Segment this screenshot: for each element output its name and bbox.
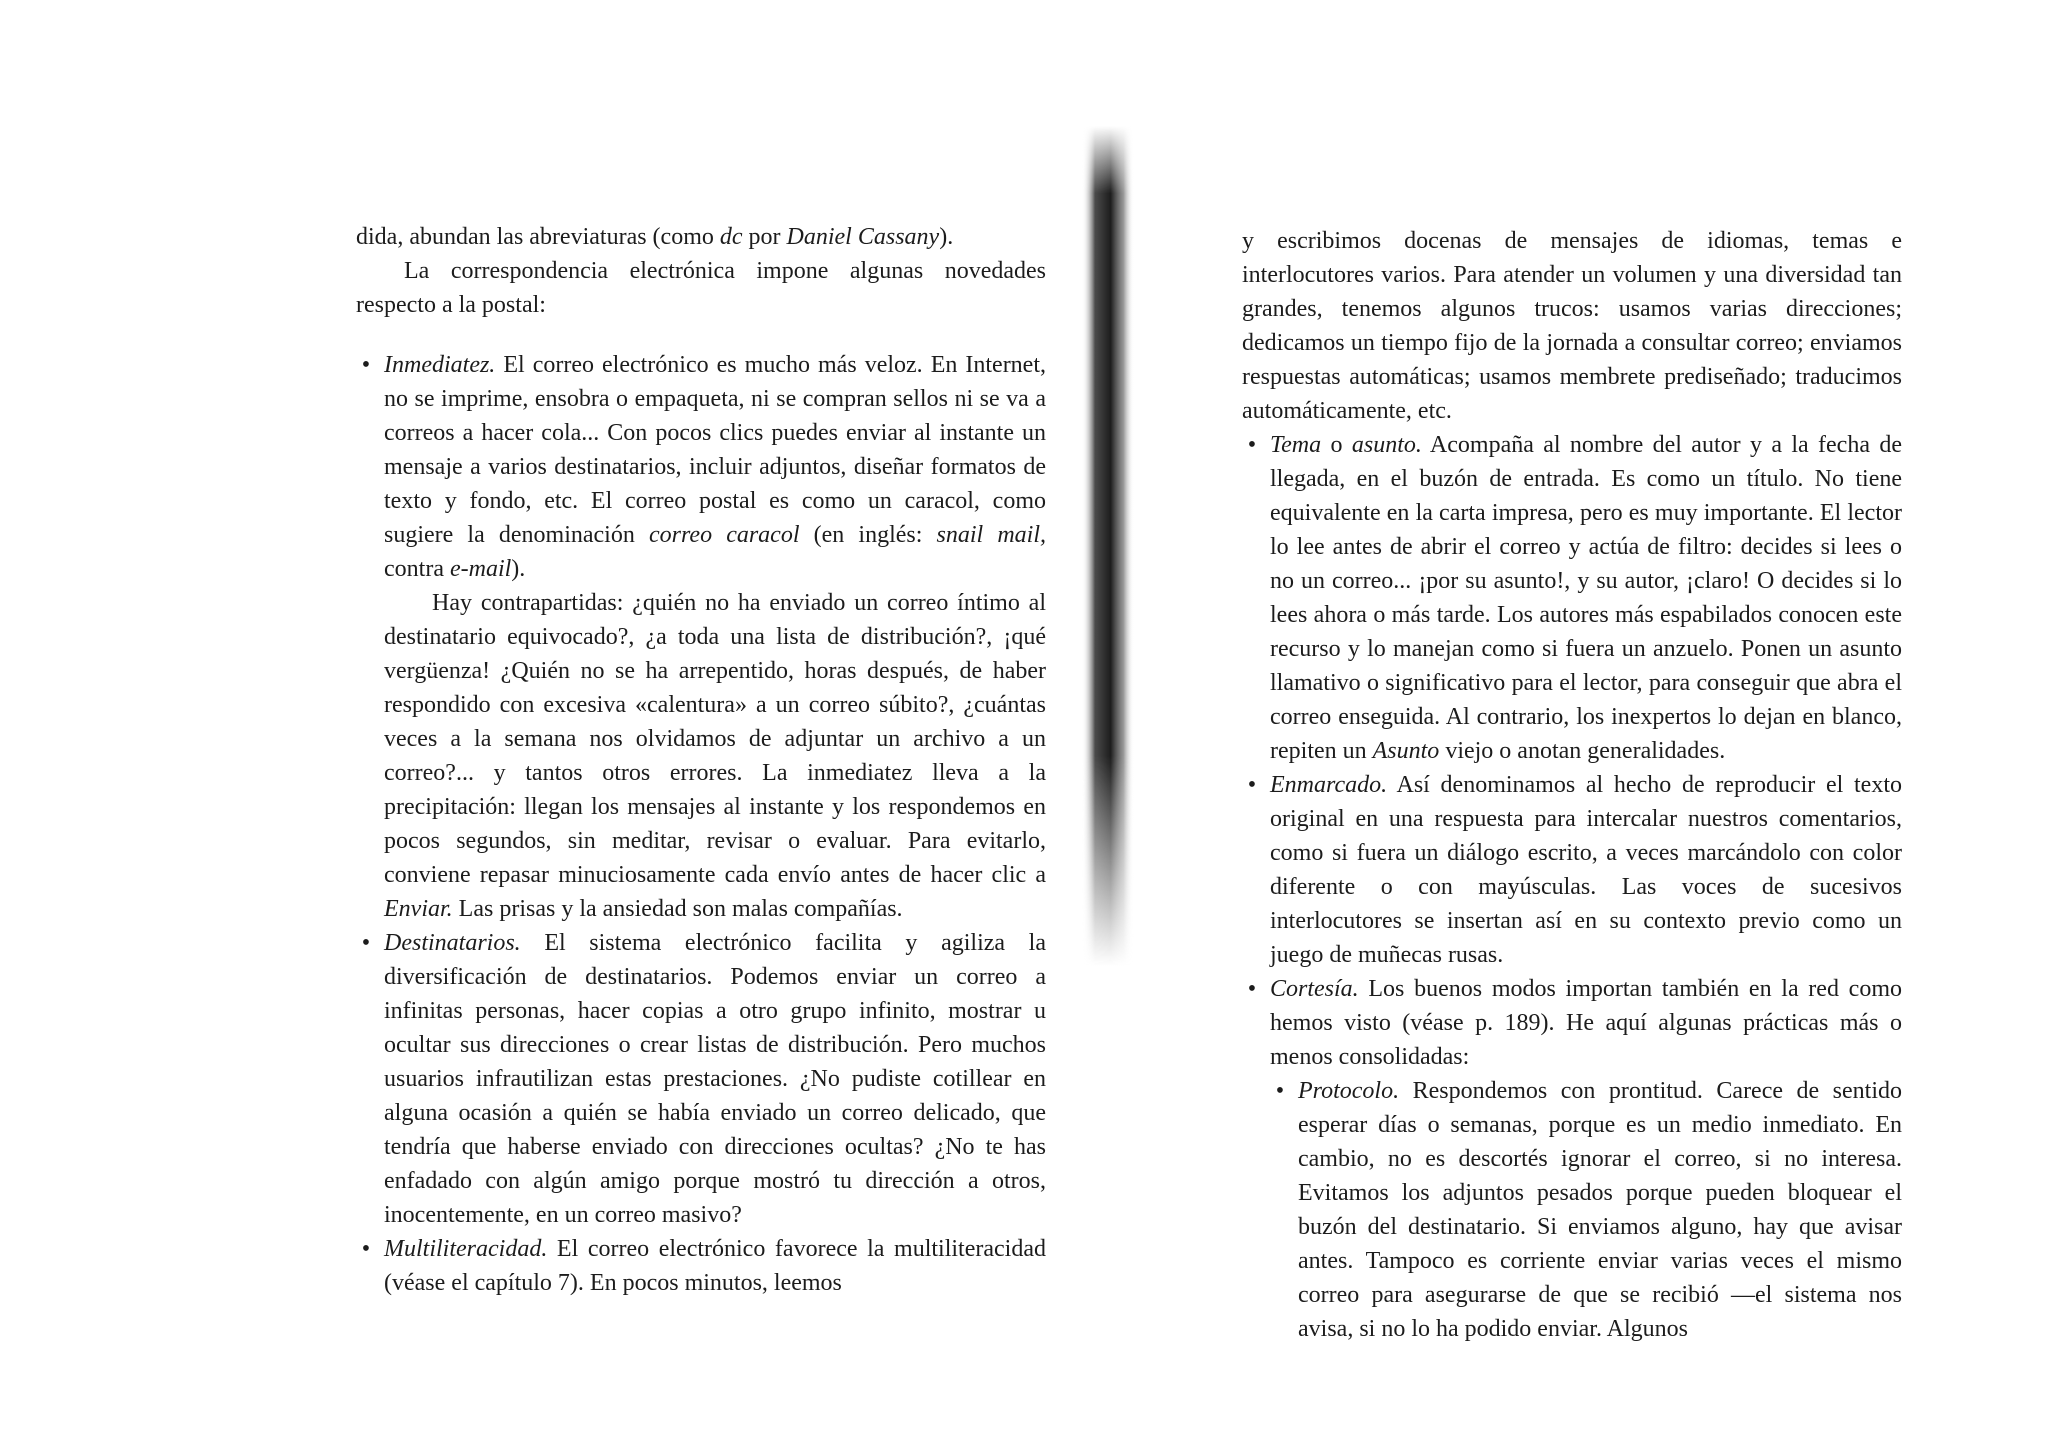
list-item-courtesy: • Cortesía. Los buenos modos importan también en la red como hemos visto (véase p. 189). He aquí algunas prácticas más o menos consolidadas: • Protocolo. Respondemos con prontitud. Carece de sentido esperar días o semanas, porque es un medio inmediato. En cambio, no es descortés ignorar el correo, si no interesa. Evitamos los adjuntos pesados porque pueden bloquear el buzón del destinatario. Si enviamos alguno, hay que avisar antes. Tampoco es corriente enviar varias veces el mismo correo para asegurarse de que se recibió —el sistema nos avisa, si no lo ha podido enviar. Algunos — [1242, 972, 1902, 1346]
bullet-icon: • — [1275, 1078, 1285, 1104]
list-item-multiliteracy: • Multiliteracidad. El correo electrónico favorece la multiliteracidad (véase el capítulo 7). En pocos minutos, leemos — [356, 1232, 1046, 1300]
sub-list — [1270, 1074, 1902, 1346]
paragraph-continuation: dida, abundan las abreviaturas (como dc por Daniel Cassany). — [356, 224, 954, 250]
list-item-recipients: • Destinatarios. El sistema electrónico facilita y agiliza la diversificación de destinatarios. Podemos enviar un correo a infinitas personas, hacer copias a otro grupo infinito, mostrar u ocultar sus direcciones o crear listas de distribución. Pero muchos usuarios infrautilizan estas prestaciones. ¿No pudiste cotillear en alguna ocasión a quién se había enviado un correo delicado, que tendría que haberse enviado con direcciones ocultas? ¿No te has enfadado con algún amigo porque mostró tu dirección a otros, inocentemente, en un correo masivo? — [356, 926, 1046, 1232]
bullet-icon: • — [361, 1236, 371, 1262]
bullet-icon: • — [361, 352, 371, 378]
bullet-icon: • — [1247, 432, 1257, 458]
list-item-immediacy: • Inmediatez. El correo electrónico es mucho más veloz. En Internet, no se imprime, ensobra o empaqueta, ni se compran sellos ni se va a correos a hacer cola... Con pocos clics puedes enviar al instante un mensaje a varios destinatarios, incluir adjuntos, diseñar formatos de texto y fondo, etc. El correo postal es como un caracol, como sugiere la denominación correo caracol (en inglés: snail mail, contra e-mail). Hay contrapartidas: ¿quién no ha enviado un correo íntimo al destinatario equivocado?, ¿a toda una lista de distribución?, ¡qué vergüenza! ¿Quién no se ha arrepentido, horas después, de haber respondido con excesiva «calentura» a un correo súbito?, ¿cuántas veces a la semana nos olvidamos de adjuntar un archivo a un correo?... y tantos otros errores. La inmediatez lleva a la precipitación: llegan los mensajes al instante y los respondemos en pocos segundos, sin meditar, revisar o evaluar. Para evitarlo, conviene repasar minuciosamente cada envío antes de hacer clic a Enviar. Las prisas y la ansiedad son malas compañías. — [356, 348, 1046, 926]
sub-list-item-protocol: • Protocolo. Respondemos con prontitud. Carece de sentido esperar días o semanas, porque es un medio inmediato. En cambio, no es descortés ignorar el correo, si no interesa. Evitamos los adjuntos pesados porque pueden bloquear el buzón del destinatario. Si enviamos alguno, hay que avisar antes. Tampoco es corriente enviar varias veces el mismo correo para asegurarse de que se recibió —el sistema nos avisa, si no lo ha podido enviar. Algunos — [1270, 1074, 1902, 1346]
feature-list — [356, 348, 1046, 1300]
bullet-icon: • — [1247, 976, 1257, 1002]
paragraph-continuation: y escribimos docenas de mensajes de idiomas, temas e interlocutores varios. Para atender un volumen y una diversidad tan grandes, tenemos algunos trucos: usamos varias direcciones; dedicamos un tiempo fijo de la jornada a consultar correo; enviamos respuestas automáticas; usamos membrete prediseñado; traducimos automáticamente, etc. — [1242, 228, 1902, 424]
left-book-page — [356, 220, 1046, 1300]
bullet-icon: • — [1247, 772, 1257, 798]
list-item-framing: • Enmarcado. Así denominamos al hecho de reproducir el texto original en una respuesta para intercalar nuestros comentarios, como si fuera un diálogo escrito, a veces marcándolo con color diferente o con mayúsculas. Las voces de sucesivos interlocutores se insertan así en su contexto previo como un juego de muñecas rusas. — [1242, 768, 1902, 972]
book-binding-shadow — [1082, 126, 1134, 966]
list-item-subject: • Tema o asunto. Acompaña al nombre del autor y a la fecha de llegada, en el buzón de entrada. Es como un título. No tiene equivalente en la carta impresa, pero es muy importante. El lector lo lee antes de abrir el correo y actúa de filtro: decides si lees o no un correo... ¡por su asunto!, y su autor, ¡claro! O decides si lo lees ahora o más tarde. Los autores más espabilados conocen este recurso y lo manejan como si fuera un anzuelo. Ponen un asunto llamativo o significativo para el lector, para conseguir que abra el correo enseguida. Al contrario, los inexpertos lo dejan en blanco, repiten un Asunto viejo o anotan generalidades. — [1242, 428, 1902, 768]
bullet-icon: • — [361, 930, 371, 956]
feature-list — [1242, 428, 1902, 1346]
right-book-page — [1242, 224, 1902, 1346]
paragraph-counterpoints: Hay contrapartidas: ¿quién no ha enviado un correo íntimo al destinatario equivocado?, ¿a toda una lista de distribución?, ¡qué vergüenza! ¿Quién no se ha arrepentido, horas después, de haber respondido con excesiva «calentura» a un correo súbito?, ¿cuántas veces a la semana nos olvidamos de adjuntar un archivo a un correo?... y tantos otros errores. La inmediatez lleva a la precipitación: llegan los mensajes al instante y los respondemos en pocos segundos, sin meditar, revisar o evaluar. Para evitarlo, conviene repasar minuciosamente cada envío antes de hacer clic a Enviar. Las prisas y la ansiedad son malas compañías. — [384, 590, 1046, 922]
paragraph-intro: La correspondencia electrónica impone algunas novedades respecto a la postal: — [356, 258, 1046, 318]
